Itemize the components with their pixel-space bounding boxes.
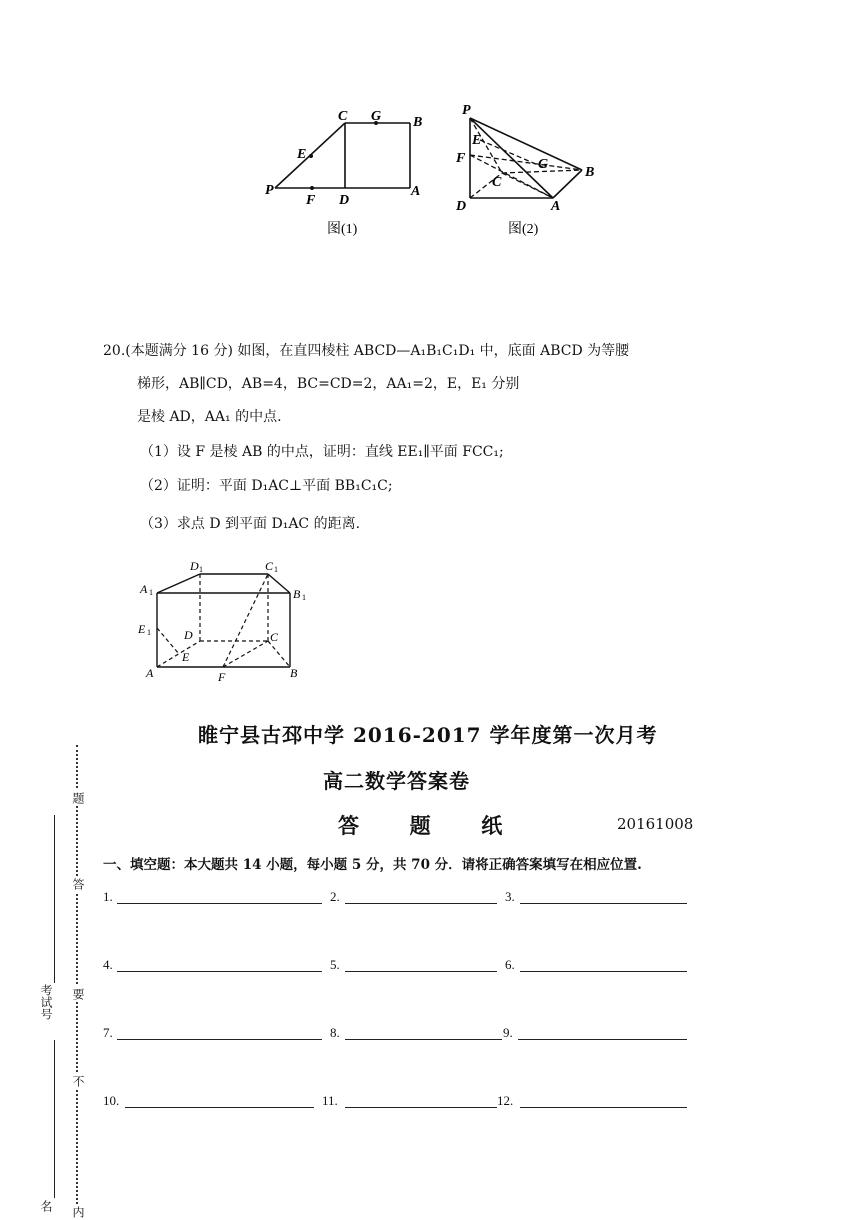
fig1-caption: 图(1) xyxy=(327,222,358,237)
answer-blank[interactable] xyxy=(518,1039,687,1040)
prism-sub-a1: 1 xyxy=(149,588,153,597)
blank-number: 10. xyxy=(103,1093,120,1108)
prism-label-b: B xyxy=(290,666,298,680)
fig2-label-g: G xyxy=(538,157,549,172)
prism-label-e: E xyxy=(182,650,190,664)
prism-sub-b1: 1 xyxy=(302,593,306,602)
answer-blank[interactable] xyxy=(125,1107,314,1108)
fig1-label-c: C xyxy=(338,109,348,124)
prism-label-c1: C xyxy=(265,559,274,573)
fig1-label-g: G xyxy=(371,109,382,124)
seal-warning-char: 不 xyxy=(71,1075,85,1087)
blank-number: 7. xyxy=(103,1025,113,1040)
figure-2 xyxy=(450,100,610,240)
answer-blank[interactable] xyxy=(117,903,322,904)
prism-sub-c1: 1 xyxy=(274,565,278,574)
fig1-label-a: A xyxy=(411,184,421,199)
exam-no-label: 考试号 xyxy=(39,984,53,1020)
answer-blank[interactable] xyxy=(520,971,687,972)
seal-dotted-line xyxy=(76,745,78,1216)
prism-label-b1: B xyxy=(293,587,301,601)
blank-row-2 xyxy=(0,953,860,973)
figure-prism xyxy=(130,555,320,685)
prism-label-a1: A xyxy=(140,582,148,596)
blank-number: 8. xyxy=(330,1025,340,1040)
prism-label-f: F xyxy=(218,670,226,684)
answer-blank[interactable] xyxy=(345,971,497,972)
prism-label-e1: E xyxy=(138,622,146,636)
q20-line3: 是棱 AD，AA₁ 的中点. xyxy=(137,409,282,425)
figure-1 xyxy=(255,100,435,240)
q20-line2: 梯形，AB∥CD，AB=4，BC=CD=2，AA₁=2，E，E₁ 分别 xyxy=(137,376,520,392)
blank-row-3 xyxy=(0,1021,860,1041)
blank-number: 4. xyxy=(103,957,113,972)
date-code: 20161008 xyxy=(617,815,694,833)
name-line[interactable] xyxy=(54,1040,55,1198)
blank-number: 1. xyxy=(103,889,113,904)
answer-blank[interactable] xyxy=(345,903,497,904)
fig1-label-p: P xyxy=(265,183,274,198)
blank-number: 12. xyxy=(497,1093,514,1108)
seal-warning-char: 题 xyxy=(71,792,85,804)
blank-number: 5. xyxy=(330,957,340,972)
prism-label-d1: D xyxy=(190,559,199,573)
blank-number: 11. xyxy=(322,1093,338,1108)
section-fill-in: 一、填空题：本大题共 14 小题，每小题 5 分，共 70 分．请将正确答案填写在相应位置. xyxy=(103,857,642,873)
blank-row-4 xyxy=(0,1089,860,1109)
q20-part2: （2）证明：平面 D₁AC⊥平面 BB₁C₁C; xyxy=(140,478,393,494)
exam-no-line[interactable] xyxy=(54,815,55,983)
fig1-label-b: B xyxy=(413,115,423,130)
school-title: 睢宁县古邳中学 2016-2017 学年度第一次月考 xyxy=(198,723,658,747)
fig2-label-e: E xyxy=(472,133,482,148)
sheet-title: 答 题 纸 xyxy=(338,813,515,838)
prism-label-c: C xyxy=(270,630,279,644)
q20-part1: （1）设 F 是棱 AB 的中点，证明：直线 EE₁∥平面 FCC₁; xyxy=(140,444,504,460)
answer-blank[interactable] xyxy=(117,971,322,972)
fig1-label-d: D xyxy=(339,193,350,208)
subtitle: 高二数学答案卷 xyxy=(323,769,470,793)
fig2-label-f: F xyxy=(456,151,466,166)
blank-number: 6. xyxy=(505,957,515,972)
fig2-label-a: A xyxy=(551,199,561,214)
seal-warning-char: 答 xyxy=(71,878,85,890)
answer-blank[interactable] xyxy=(520,1107,687,1108)
fig2-label-p: P xyxy=(462,103,471,118)
fig2-label-c: C xyxy=(492,175,502,190)
q20-part3: （3）求点 D 到平面 D₁AC 的距离. xyxy=(140,516,361,532)
answer-blank[interactable] xyxy=(117,1039,322,1040)
blank-number: 3. xyxy=(505,889,515,904)
fig2-label-d: D xyxy=(456,199,467,214)
seal-warning-char: 要 xyxy=(71,988,85,1000)
blank-number: 2. xyxy=(330,889,340,904)
fig1-label-f: F xyxy=(306,193,316,208)
prism-sub-d1: 1 xyxy=(199,565,203,574)
prism-label-a: A xyxy=(146,666,154,680)
seal-warning-char: 内 xyxy=(71,1206,85,1218)
prism-sub-e1: 1 xyxy=(147,628,151,637)
answer-blank[interactable] xyxy=(520,903,687,904)
answer-blank[interactable] xyxy=(345,1039,502,1040)
answer-blank[interactable] xyxy=(345,1107,497,1108)
fig2-caption: 图(2) xyxy=(508,222,539,237)
name-label: 名 xyxy=(39,1200,53,1212)
blank-row-1 xyxy=(0,885,860,905)
q20-line1: 20.(本题满分 16 分) 如图，在直四棱柱 ABCD—A₁B₁C₁D₁ 中，底面 ABCD 为等腰 xyxy=(103,343,630,359)
fig2-label-b: B xyxy=(585,165,595,180)
blank-number: 9. xyxy=(503,1025,513,1040)
prism-label-d: D xyxy=(184,628,193,642)
fig1-label-e: E xyxy=(297,147,307,162)
